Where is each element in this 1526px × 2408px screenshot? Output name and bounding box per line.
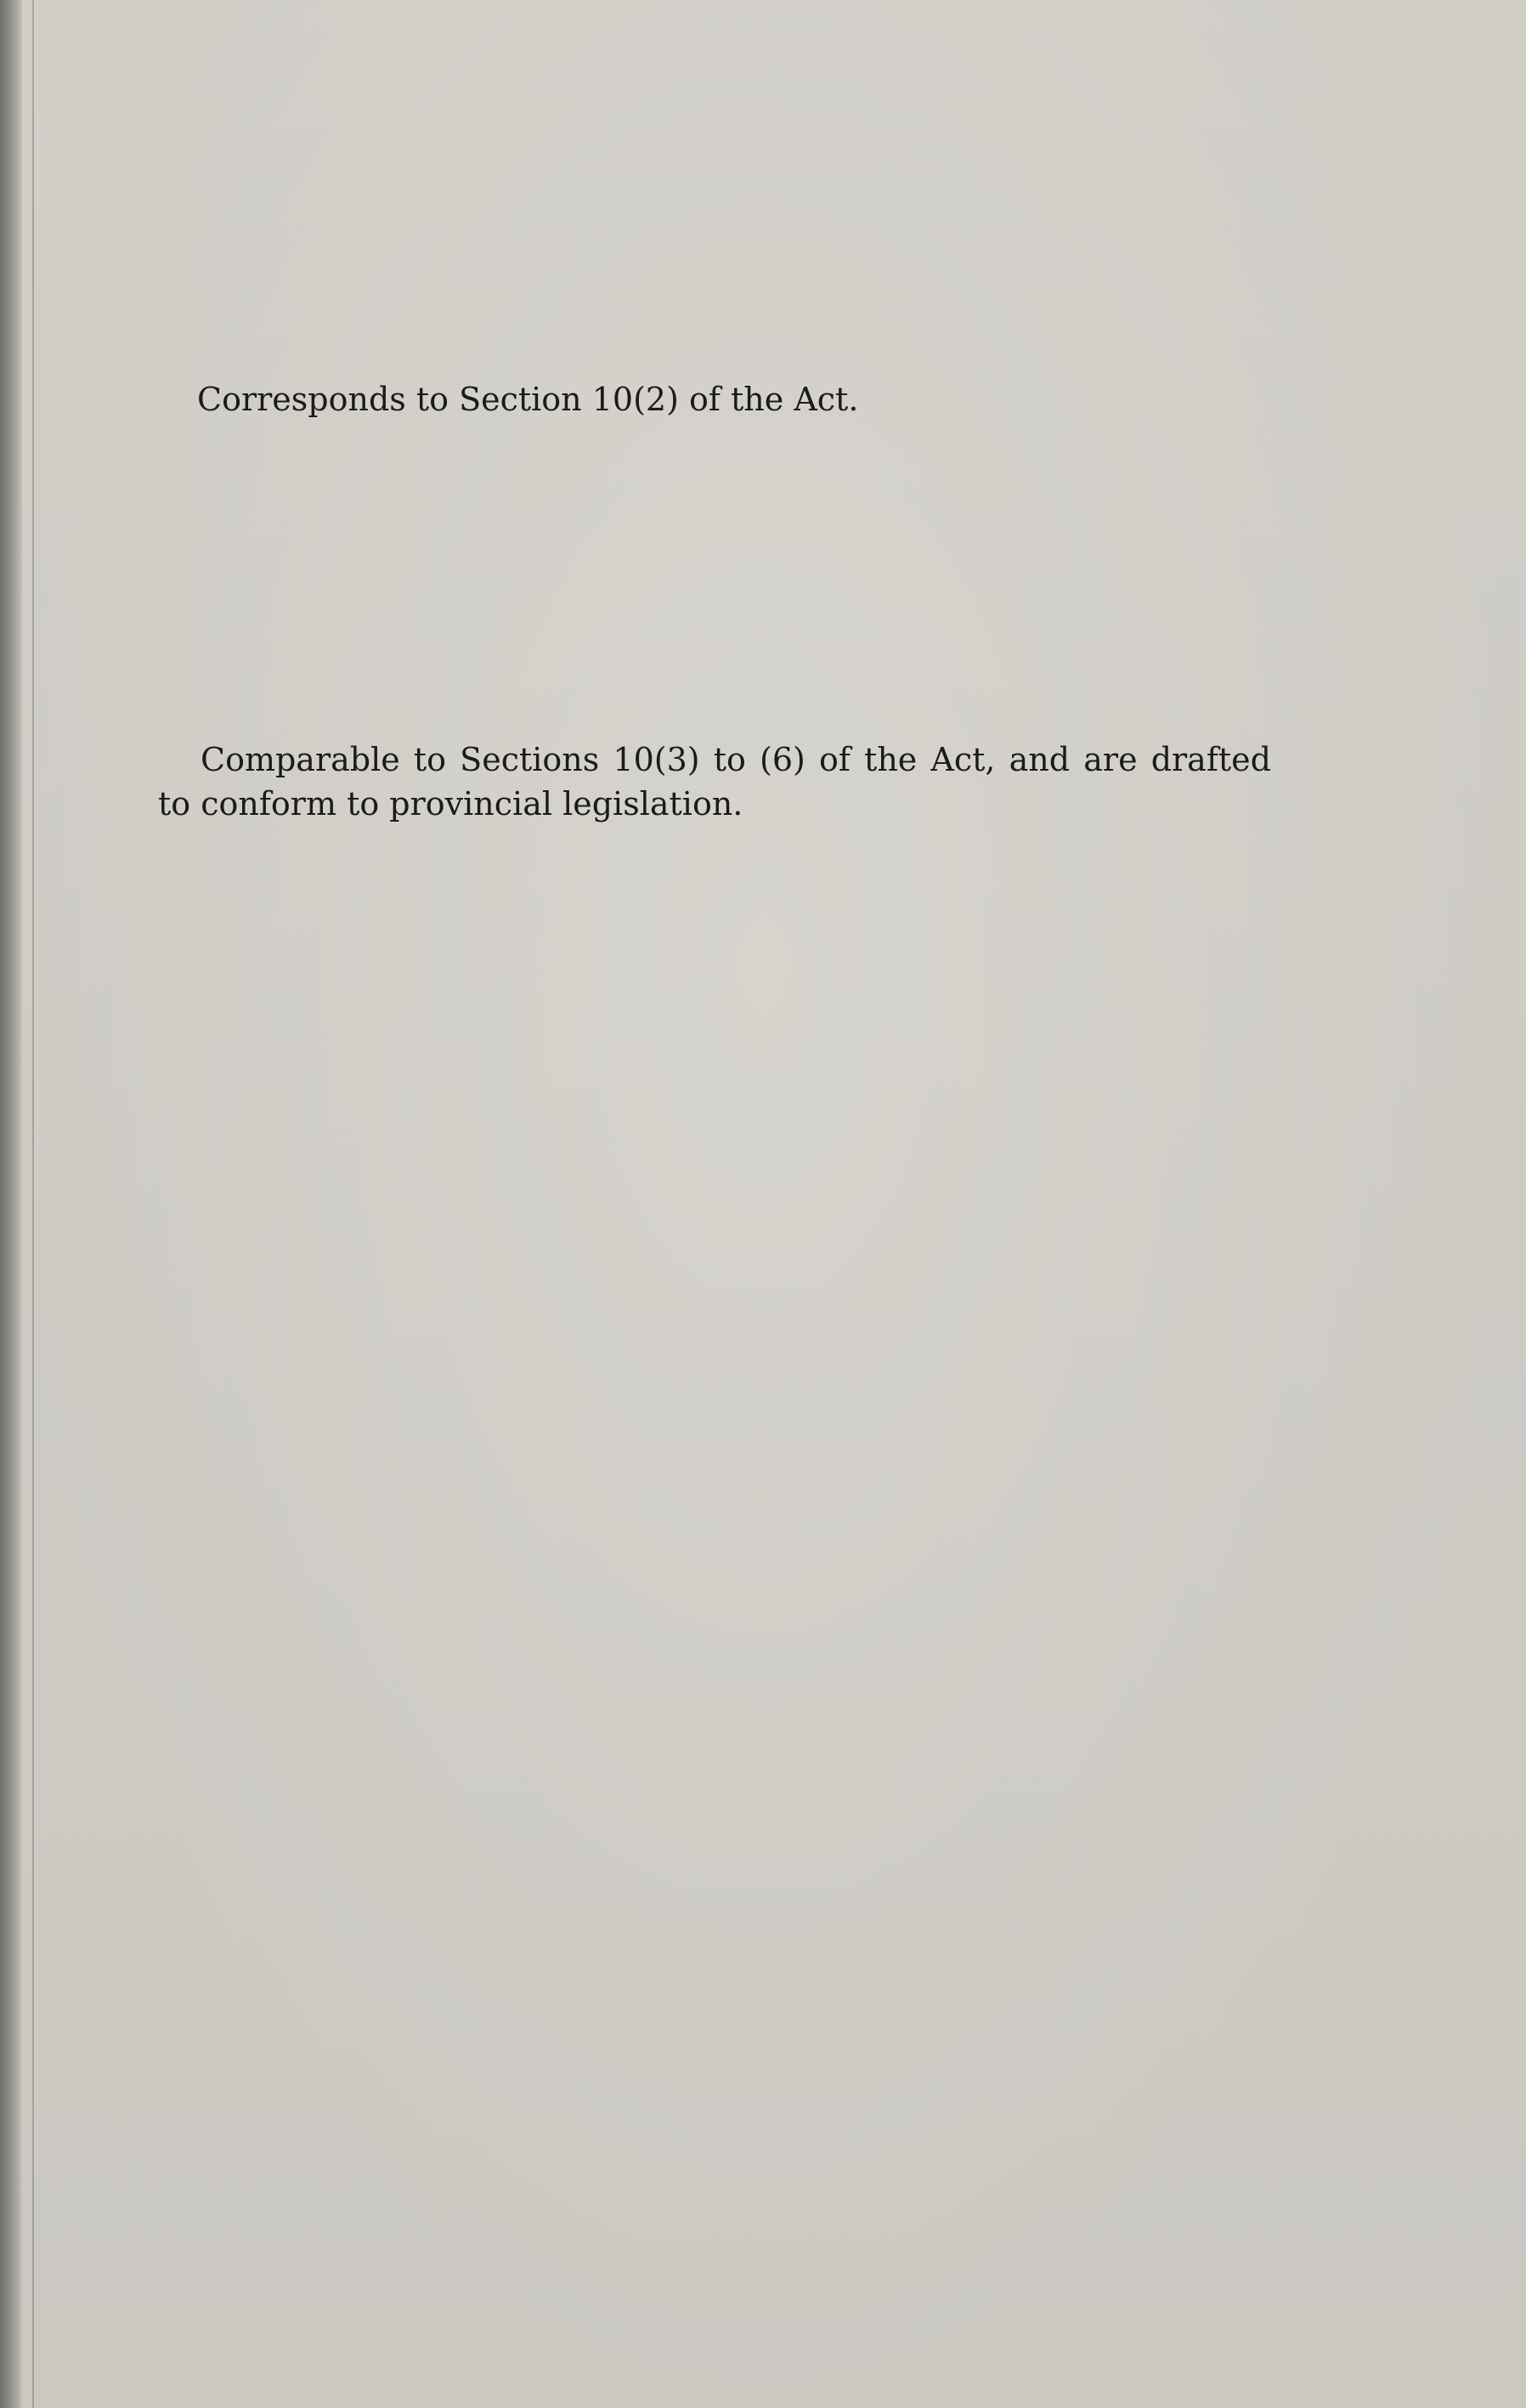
annotation-note-sections-10-3-to-6: Comparable to Sections 10(3) to (6) of the Act, and are drafted to conform to provincial legislation. bbox=[158, 741, 1271, 822]
page-binding-edge bbox=[0, 0, 22, 2408]
page-fold-line bbox=[32, 0, 34, 2408]
annotation-note-section-10-2: Corresponds to Section 10(2) of the Act. bbox=[197, 381, 859, 418]
